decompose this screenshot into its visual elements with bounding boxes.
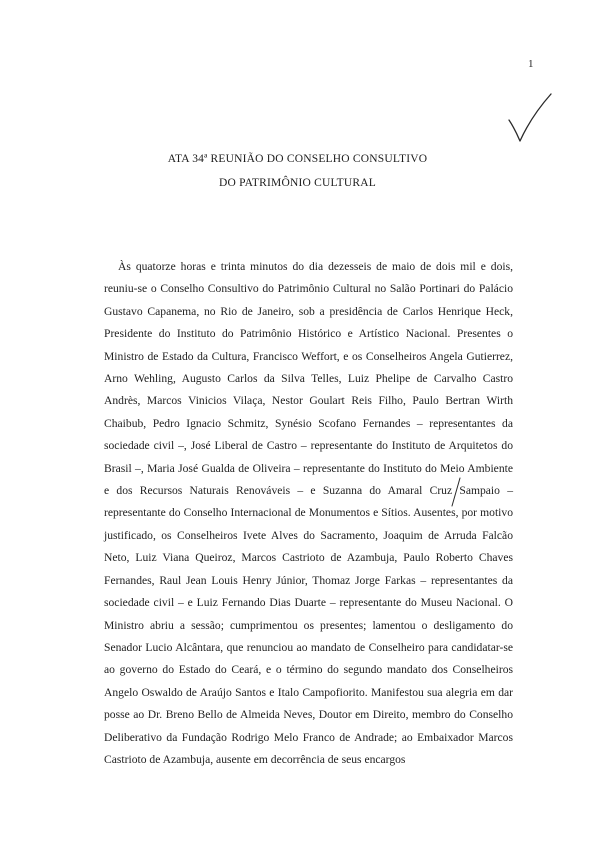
document-title-line-2: DO PATRIMÔNIO CULTURAL bbox=[219, 177, 376, 189]
handwritten-check-icon bbox=[505, 92, 553, 144]
pen-slash-mark-icon bbox=[451, 477, 461, 507]
page-number: 1 bbox=[528, 58, 534, 70]
minutes-paragraph: Às quatorze horas e trinta minutos do dia dezesseis de maio de dois mil e dois, reuniu-se o Conselho Consultivo do Patrimônio Cultural no Salão Portinari do Palácio Gustavo Capanema, no Rio de Janeiro, sob a presidência de Carlos Henrique Heck, Presidente do Instituto do Patrimônio Histórico e Artístico Nacional. Presentes o Ministro de Estado da Cultura, Francisco Weffort, e os Conselheiros Angela Gutierrez, Arno Wehling, Augusto Carlos da Silva Telles, Luiz Phelipe de Carvalho Castro Andrès, Marcos Vinicios Vilaça, Nestor Goulart Reis Filho, Paulo Bertran Wirth Chaibub, Pedro Ignacio Schmitz, Synésio Scofano Fernandes – representantes da sociedade civil –, José Liberal de Castro – representante do Instituto de Arquitetos do Brasil –, Maria José Gualda de Oliveira – representante do Instituto do Meio Ambiente e dos Recursos Naturais Renováveis – e Suzanna do Amaral Cruz Sampaio – representante do Conselho Internacional de Monumentos e Sítios. Ausentes, por motivo justificado, os Conselheiros Ivete Alves do Sacramento, Joaquim de Arruda Falcão Neto, Luiz Viana Queiroz, Marcos Castrioto de Azambuja, Paulo Roberto Chaves Fernandes, Raul Jean Louis Henry Júnior, Thomaz Jorge Farkas – representantes da sociedade civil – e Luiz Fernando Dias Duarte – representante do Museu Nacional. O Ministro abriu a sessão; cumprimentou os presentes; lamentou o desligamento do Senador Lucio Alcântara, que renunciou ao mandato de Conselheiro para candidatar-se ao governo do Estado do Ceará, e o término do segundo mandato dos Conselheiros Angelo Oswaldo de Araújo Santos e Italo Campofiorito. Manifestou sua alegria em dar posse ao Dr. Breno Bello de Almeida Neves, Doutor em Direito, membro do Conselho Deliberativo da Fundação Rodrigo Melo Franco de Andrade; ao Embaixador Marcos Castrioto de Azambuja, ausente em decorrência de seus encargos bbox=[104, 260, 513, 766]
document-title-line-1: ATA 34ª REUNIÃO DO CONSELHO CONSULTIVO bbox=[167, 153, 428, 165]
